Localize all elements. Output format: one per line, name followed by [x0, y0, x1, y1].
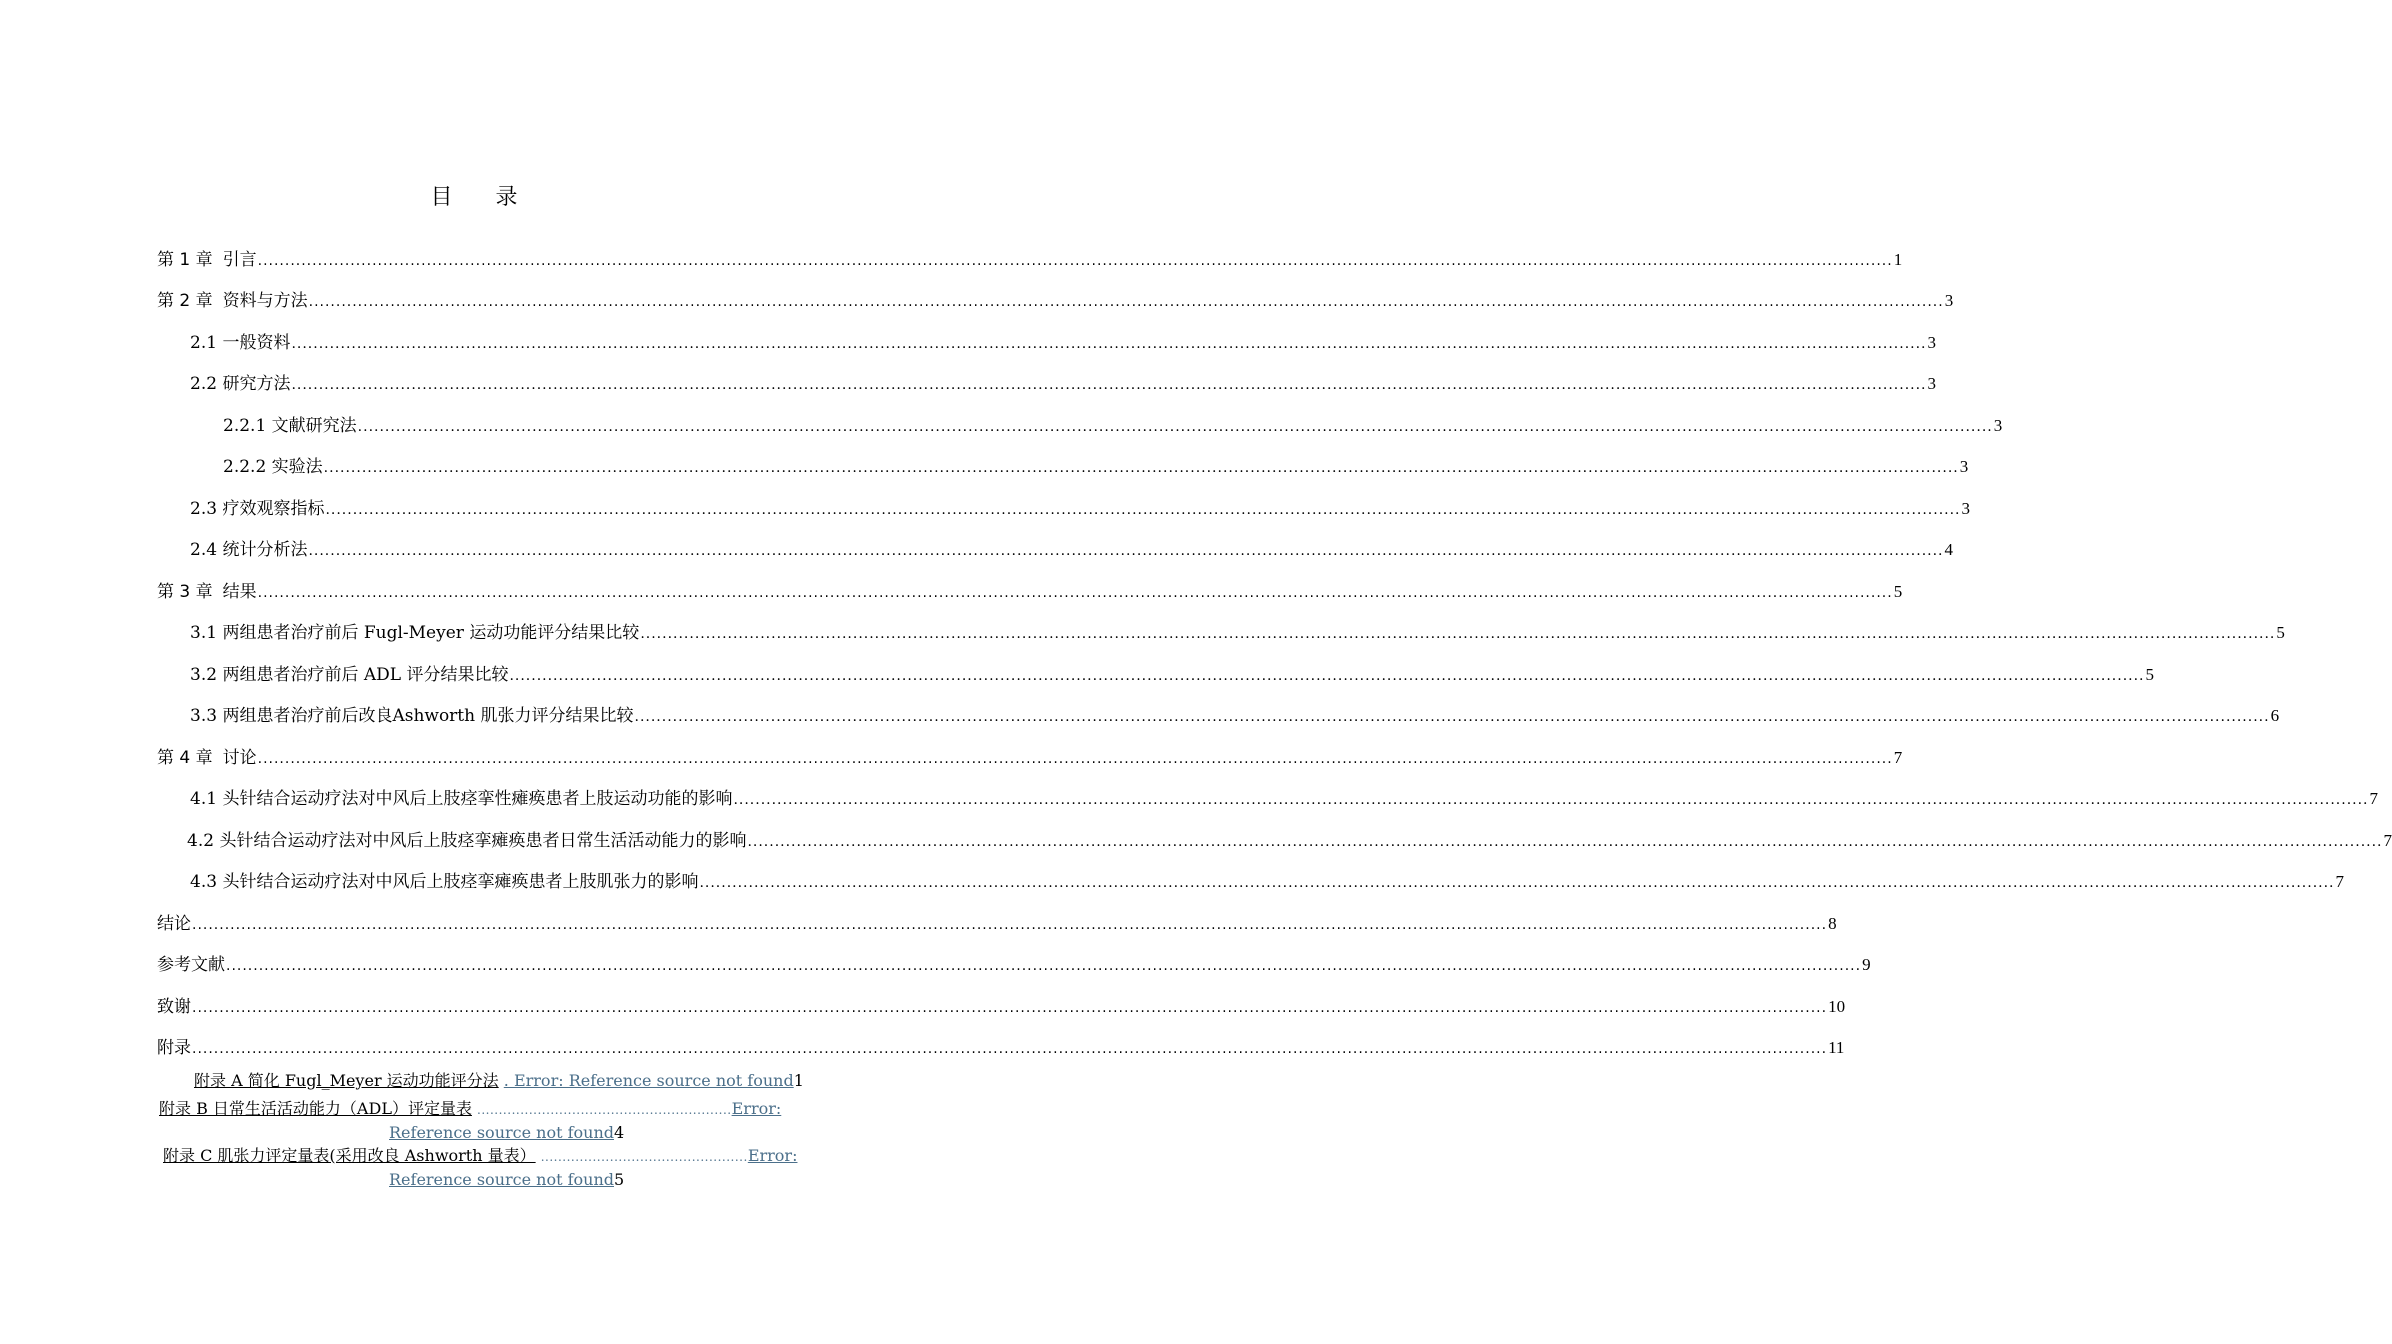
- toc-entry-label: 2.3 疗效观察指标: [190, 499, 325, 519]
- toc-page-number: 7: [2369, 789, 2379, 808]
- appendix-a-page: 1: [793, 1071, 804, 1090]
- toc-entry-2-2[interactable]: [190, 372, 1937, 396]
- toc-entry-2-2-1[interactable]: [223, 414, 2003, 438]
- page-title: [0, 180, 950, 211]
- toc-entry-4-2[interactable]: [187, 829, 2392, 853]
- toc-leader: ............................................................................................................................................................................................................................................................................................................: [257, 585, 1893, 601]
- appendix-b-error[interactable]: Error:: [731, 1099, 782, 1118]
- toc-entry-label: 参考文献: [157, 955, 225, 975]
- toc-entry-3-2[interactable]: [190, 663, 2155, 687]
- toc-leader: ............................................................................................................................................................................................................................................................................................................: [257, 751, 1893, 767]
- appendix-c-label[interactable]: 附录 C 肌张力评定量表(采用改良 Ashworth 量表）: [163, 1146, 536, 1165]
- toc-leader: ...........................................................: [477, 1103, 732, 1117]
- toc-leader: ............................................................................................................................................................................................................................................................................................................: [291, 336, 1927, 352]
- toc-entry-label: 附录: [157, 1038, 191, 1058]
- appendix-a-error[interactable]: . Error: Reference source not found: [503, 1071, 794, 1090]
- toc-entry-label: 2.2.2 实验法: [223, 457, 323, 477]
- appendix-c-error-cont[interactable]: Reference source not found: [389, 1170, 615, 1189]
- appendix-a-label[interactable]: 附录 A 简化 Fugl_Meyer 运动功能评分法: [194, 1071, 499, 1090]
- toc-page-number: 10: [1828, 997, 1846, 1016]
- toc-entry-chapter-1[interactable]: [157, 248, 1903, 272]
- toc-leader: ............................................................................................................................................................................................................................................................................................................: [733, 792, 2369, 808]
- toc-entry-chapter-2[interactable]: [157, 289, 1954, 313]
- toc-leader: ............................................................................................................................................................................................................................................................................................................: [640, 626, 2276, 642]
- toc-entry-label: 结论: [157, 914, 191, 934]
- toc-leader: ............................................................................................................................................................................................................................................................................................................: [308, 294, 1944, 310]
- toc-entry-2-2-2[interactable]: [223, 455, 1969, 479]
- toc-page-number: 7: [2383, 831, 2392, 850]
- toc-page-number: 6: [2270, 706, 2280, 725]
- toc-entry-2-3[interactable]: [190, 497, 1971, 521]
- toc-entry-label: 2.2.1 文献研究法: [223, 416, 357, 436]
- toc-entry-appendix-b-cont[interactable]: [389, 1121, 624, 1145]
- toc-chapter-number: 第 1 章: [157, 250, 213, 270]
- toc-entry-label: 4.3 头针结合运动疗法对中风后上肢痉挛瘫痪患者上肢肌张力的影响: [190, 872, 699, 892]
- toc-entry-3-1[interactable]: [190, 621, 2285, 645]
- toc-leader: ............................................................................................................................................................................................................................................................................................................: [325, 502, 1961, 518]
- toc-entry-appendix[interactable]: [157, 1036, 1845, 1060]
- toc-entry-label: 引言: [222, 250, 257, 270]
- toc-chapter-number: 第 2 章: [157, 291, 213, 311]
- toc-page-number: 3: [1927, 333, 1937, 352]
- toc-entry-2-1[interactable]: [190, 331, 1937, 355]
- toc-leader: ............................................................................................................................................................................................................................................................................................................: [747, 834, 2383, 850]
- toc-entry-label: 2.2 研究方法: [190, 374, 291, 394]
- toc-leader: ................................................: [540, 1150, 748, 1164]
- toc-entry-appendix-a[interactable]: [194, 1069, 804, 1093]
- toc-page-number: 4: [1944, 540, 1954, 559]
- appendix-b-error-cont[interactable]: Reference source not found: [389, 1123, 615, 1142]
- title-char-1: 目: [430, 185, 455, 210]
- toc-leader: ............................................................................................................................................................................................................................................................................................................: [192, 1000, 1828, 1016]
- toc-page-number: 3: [1944, 291, 1954, 310]
- toc-leader: ............................................................................................................................................................................................................................................................................................................: [192, 1041, 1828, 1057]
- toc-leader: ............................................................................................................................................................................................................................................................................................................: [357, 419, 1993, 435]
- toc-entry-3-3[interactable]: [190, 704, 2280, 728]
- toc-entry-label: 2.4 统计分析法: [190, 540, 308, 560]
- toc-leader: ............................................................................................................................................................................................................................................................................................................: [509, 668, 2145, 684]
- toc-entry-references[interactable]: [157, 953, 1871, 977]
- toc-entry-label: 致谢: [157, 997, 191, 1017]
- toc-page-number: 7: [1893, 748, 1903, 767]
- toc-entry-chapter-4[interactable]: [157, 746, 1903, 770]
- toc-page-number: 5: [2145, 665, 2155, 684]
- title-char-2: 录: [495, 185, 520, 210]
- toc-entry-label: 3.3 两组患者治疗前后改良Ashworth 肌张力评分结果比较: [190, 706, 634, 726]
- appendix-b-label[interactable]: 附录 B 日常生活活动能力（ADL）评定量表: [159, 1099, 472, 1118]
- toc-entry-label: 3.1 两组患者治疗前后 Fugl-Meyer 运动功能评分结果比较: [190, 623, 640, 643]
- toc-leader: ............................................................................................................................................................................................................................................................................................................: [257, 253, 1893, 269]
- toc-entry-4-1[interactable]: [190, 787, 2379, 811]
- toc-entry-chapter-3[interactable]: [157, 580, 1903, 604]
- toc-entry-appendix-b[interactable]: [159, 1097, 781, 1122]
- toc-entry-appendix-c[interactable]: [163, 1144, 797, 1169]
- toc-entry-label: 讨论: [222, 748, 257, 768]
- toc-leader: ............................................................................................................................................................................................................................................................................................................: [308, 543, 1944, 559]
- toc-page-number: 5: [2276, 623, 2285, 642]
- toc-leader: ............................................................................................................................................................................................................................................................................................................: [291, 377, 1927, 393]
- toc-page-number: 1: [1893, 250, 1903, 269]
- toc-leader: ............................................................................................................................................................................................................................................................................................................: [634, 709, 2270, 725]
- toc-page-number: 11: [1828, 1038, 1845, 1057]
- appendix-c-page: 5: [614, 1170, 625, 1189]
- toc-entry-label: 4.2 头针结合运动疗法对中风后上肢痉挛瘫痪患者日常生活活动能力的影响: [187, 831, 747, 851]
- toc-entry-2-4[interactable]: [190, 538, 1954, 562]
- toc-entry-label: 3.2 两组患者治疗前后 ADL 评分结果比较: [190, 665, 509, 685]
- appendix-c-error[interactable]: Error:: [747, 1146, 798, 1165]
- toc-entry-appendix-c-cont[interactable]: [389, 1168, 624, 1192]
- toc-leader: ............................................................................................................................................................................................................................................................................................................: [192, 917, 1828, 933]
- toc-chapter-number: 第 3 章: [157, 582, 213, 602]
- toc-entry-label: 2.1 一般资料: [190, 333, 291, 353]
- toc-entry-label: 结果: [222, 582, 257, 602]
- toc-page-number: 3: [1959, 457, 1969, 476]
- appendix-b-page: 4: [614, 1123, 625, 1142]
- toc-leader: ............................................................................................................................................................................................................................................................................................................: [323, 460, 1959, 476]
- toc-leader: ............................................................................................................................................................................................................................................................................................................: [699, 875, 2335, 891]
- toc-entry-label: 4.1 头针结合运动疗法对中风后上肢痉挛性瘫痪患者上肢运动功能的影响: [190, 789, 733, 809]
- toc-entry-label: 资料与方法: [222, 291, 308, 311]
- toc-page-number: 3: [1961, 499, 1971, 518]
- toc-leader: ............................................................................................................................................................................................................................................................................................................: [226, 958, 1862, 974]
- toc-page-number: 8: [1828, 914, 1837, 933]
- toc-page-number: 3: [1993, 416, 2003, 435]
- toc-entry-acknowledgements[interactable]: [157, 995, 1846, 1019]
- toc-entry-4-3[interactable]: [190, 870, 2345, 894]
- toc-entry-conclusion[interactable]: [157, 912, 1837, 936]
- toc-chapter-number: 第 4 章: [157, 748, 213, 768]
- toc-page-number: 3: [1927, 374, 1937, 393]
- toc-page-number: 9: [1862, 955, 1871, 974]
- toc-page-number: 7: [2335, 872, 2345, 891]
- toc-page-number: 5: [1893, 582, 1903, 601]
